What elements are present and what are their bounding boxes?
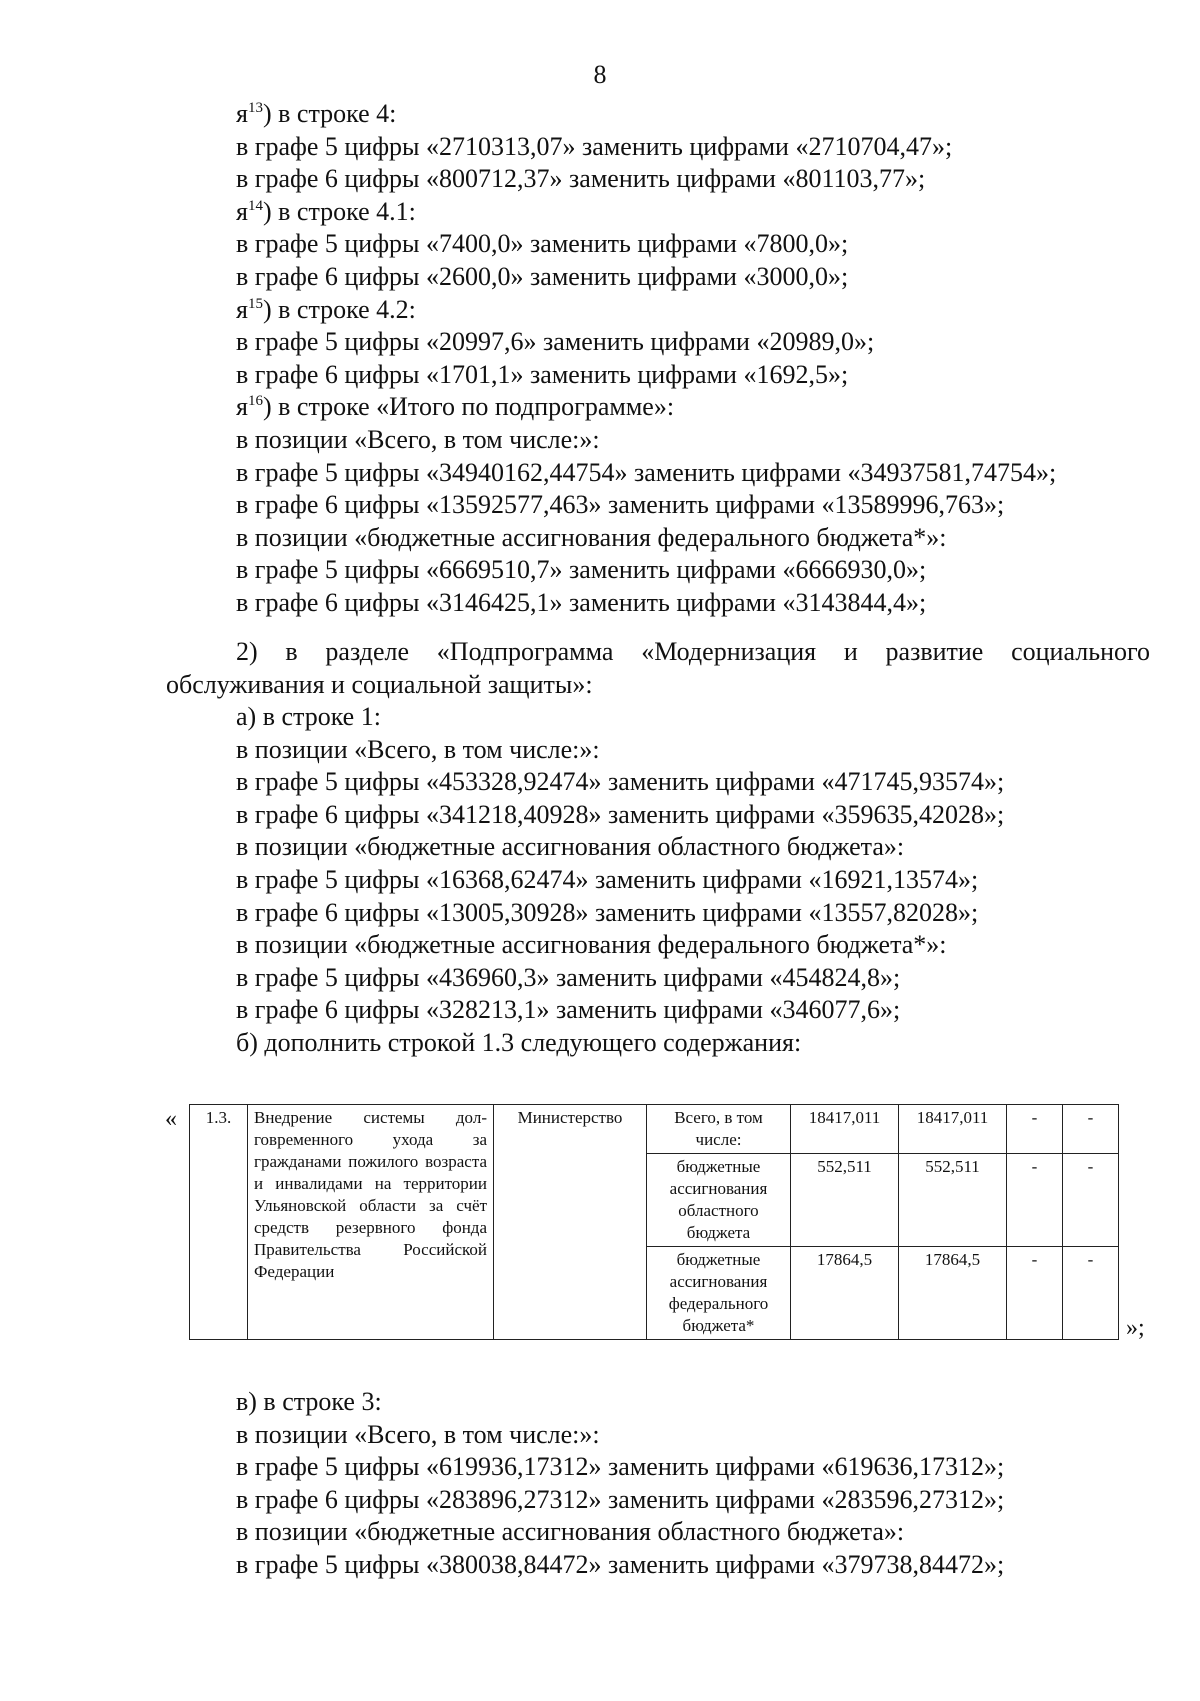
amendment-line: в графе 5 цифры «20997,6» заменить цифрами «20989,0»; bbox=[236, 327, 875, 357]
funding-source-cell: бюджетные ассигнования областного бюджета bbox=[647, 1154, 791, 1247]
amendments-middle bbox=[236, 701, 1136, 1060]
amendment-line: в графе 6 цифры «13005,30928» заменить цифрами «13557,82028»; bbox=[236, 897, 979, 927]
funding-source-cell: Всего, в том числе: bbox=[647, 1105, 791, 1154]
amendment-line: в графе 6 цифры «13592577,463» заменить цифрами «13589996,763»; bbox=[236, 490, 1005, 520]
amendment-line: в позиции «Всего, в том числе:»: bbox=[236, 734, 600, 764]
amendment-line: а) в строке 1: bbox=[236, 702, 381, 731]
year-cell: - bbox=[1007, 1154, 1063, 1247]
section-2-second-line: обслуживания и социальной защиты»: bbox=[166, 669, 593, 699]
amendment-line: $я^{14}$) в строке 4.1: bbox=[236, 196, 416, 226]
amendment-line: в графе 6 цифры «1701,1» заменить цифрами «1692,5»; bbox=[236, 359, 849, 389]
amendment-line: в графе 5 цифры «380038,84472» заменить цифрами «379738,84472»; bbox=[236, 1549, 1005, 1579]
amendment-line: б) дополнить строкой 1.3 следующего содержания: bbox=[236, 1027, 802, 1057]
page-number: 8 bbox=[593, 60, 607, 89]
amendment-line: в позиции «бюджетные ассигнования федерального бюджета*»: bbox=[236, 522, 947, 552]
section-2-first-line: 2) в разделе «Подпрограмма «Модернизация и развитие социального bbox=[236, 637, 1150, 666]
executor-cell: Министерство bbox=[494, 1105, 647, 1340]
total-cell: 18417,011 bbox=[791, 1105, 899, 1154]
total-cell: 17864,5 bbox=[791, 1247, 899, 1340]
year-cell: 552,511 bbox=[899, 1154, 1007, 1247]
amendment-line: в графе 5 цифры «16368,62474» заменить цифрами «16921,13574»; bbox=[236, 864, 979, 894]
year-cell: - bbox=[1063, 1247, 1119, 1340]
amendment-line: в позиции «Всего, в том числе:»: bbox=[236, 424, 600, 454]
amendment-line: в графе 6 цифры «800712,37» заменить цифрами «801103,77»; bbox=[236, 164, 926, 194]
amendment-line: в графе 5 цифры «436960,3» заменить цифрами «454824,8»; bbox=[236, 962, 901, 992]
amendment-line: в графе 5 цифры «2710313,07» заменить цифрами «2710704,47»; bbox=[236, 131, 953, 161]
table-row bbox=[190, 1105, 1119, 1154]
amendment-line: в позиции «Всего, в том числе:»: bbox=[236, 1419, 600, 1449]
row-number-cell: 1.3. bbox=[190, 1105, 248, 1340]
amendment-line: $я^{16}$) в строке «Итого по подпрограмме»: bbox=[236, 392, 675, 422]
year-cell: - bbox=[1063, 1105, 1119, 1154]
year-cell: 18417,011 bbox=[899, 1105, 1007, 1154]
amendment-line: в графе 5 цифры «453328,92474» заменить цифрами «471745,93574»; bbox=[236, 767, 1005, 797]
amendment-line: в) в строке 3: bbox=[236, 1387, 382, 1416]
amendment-line: в позиции «бюджетные ассигнования федерального бюджета*»: bbox=[236, 930, 947, 960]
amendment-line: $я^{15}$) в строке 4.2: bbox=[236, 294, 416, 324]
year-cell: - bbox=[1007, 1105, 1063, 1154]
table-open-quote: « bbox=[165, 1106, 177, 1132]
amendment-line: в графе 5 цифры «619936,17312» заменить цифрами «619636,17312»; bbox=[236, 1452, 1005, 1482]
amendment-line: $я^{13}$) в строке 4: bbox=[236, 99, 397, 128]
total-cell: 552,511 bbox=[791, 1154, 899, 1247]
table-close-quote: »; bbox=[1126, 1315, 1145, 1341]
amendment-line: в графе 6 цифры «2600,0» заменить цифрами «3000,0»; bbox=[236, 261, 849, 291]
amendment-line: в графе 6 цифры «283896,27312» заменить цифрами «283596,27312»; bbox=[236, 1484, 1005, 1514]
amendment-line: в графе 5 цифры «34940162,44754» заменить цифрами «34937581,74754»; bbox=[236, 457, 1057, 487]
section-2-paragraph bbox=[166, 636, 1150, 701]
year-cell: - bbox=[1063, 1154, 1119, 1247]
amendment-line: в позиции «бюджетные ассигнования областного бюджета»: bbox=[236, 1517, 905, 1547]
amendment-line: в графе 6 цифры «3146425,1» заменить цифрами «3143844,4»; bbox=[236, 587, 927, 617]
amendments-top bbox=[236, 98, 1136, 620]
amendment-line: в позиции «бюджетные ассигнования областного бюджета»: bbox=[236, 832, 905, 862]
funding-source-cell: бюджетные ассигнования федерального бюджета* bbox=[647, 1247, 791, 1340]
amendment-line: в графе 6 цифры «341218,40928» заменить цифрами «359635,42028»; bbox=[236, 799, 1005, 829]
amendment-line: в графе 6 цифры «328213,1» заменить цифрами «346077,6»; bbox=[236, 995, 901, 1025]
amendment-line: в графе 5 цифры «6669510,7» заменить цифрами «6666930,0»; bbox=[236, 555, 927, 585]
amendments-bottom bbox=[236, 1386, 1136, 1582]
measure-description-cell: Внедрение системы долговременного ухода за гражданами пожилого возраста и инвалидами на территории Ульяновской области за счёт средств резервного фонда Правительства Российской Федерации bbox=[248, 1105, 494, 1340]
year-cell: 17864,5 bbox=[899, 1247, 1007, 1340]
year-cell: - bbox=[1007, 1247, 1063, 1340]
amendment-line: в графе 5 цифры «7400,0» заменить цифрами «7800,0»; bbox=[236, 229, 849, 259]
inserted-row-table bbox=[189, 1104, 1119, 1340]
